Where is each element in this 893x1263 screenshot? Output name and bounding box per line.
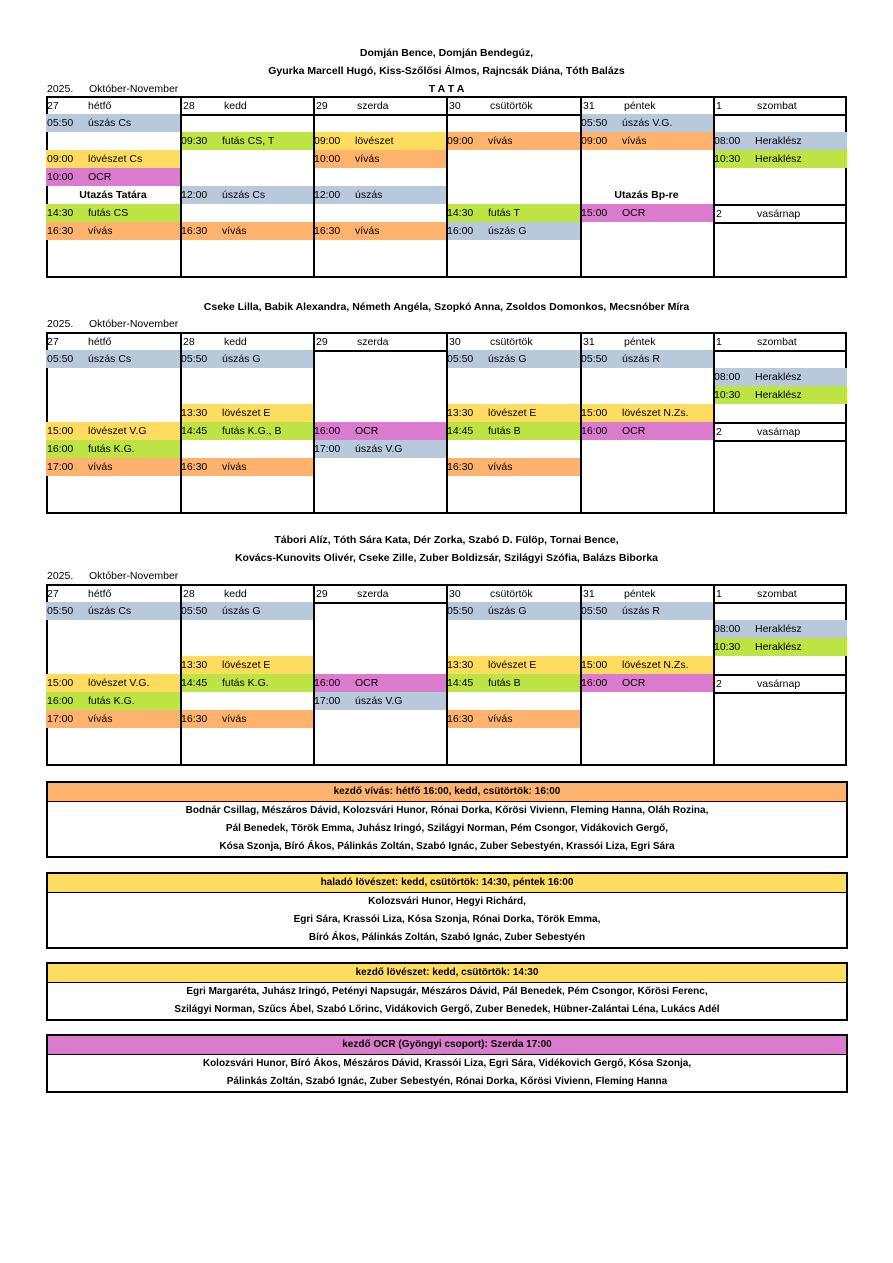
activity-entry[interactable]	[580, 350, 713, 368]
activity-entry[interactable]	[313, 150, 446, 168]
activity-time: 15:00	[581, 407, 608, 419]
activity-time: 16:30	[181, 713, 208, 725]
training-group-box	[46, 781, 848, 858]
activity-entry[interactable]	[46, 350, 180, 368]
activity-entry[interactable]	[446, 350, 580, 368]
participant-list-line: Bodnár Csillag, Mészáros Dávid, Kolozsvári Hunor, Rónai Dorka, Kőrösi Vivienn, Fleming Hanna, Oláh Rozina,	[185, 805, 709, 816]
activity-name: lövészet V.G.	[88, 677, 150, 689]
day-header	[182, 98, 315, 114]
activity-entry[interactable]	[446, 602, 580, 620]
activity-entry[interactable]	[313, 692, 446, 710]
day-name: hétfő	[88, 588, 112, 600]
activity-time: 05:50	[181, 605, 208, 617]
activity-name: úszás	[355, 189, 383, 201]
day-header	[582, 586, 715, 602]
activity-time: 10:00	[314, 153, 341, 165]
training-group-header: kezdő OCR (Gyöngyi csoport): Szerda 17:00	[48, 1036, 846, 1055]
activity-time: 09:00	[314, 135, 341, 147]
activity-time: 16:30	[47, 225, 74, 237]
activity-time: 15:00	[581, 207, 608, 219]
activity-time: 05:50	[447, 605, 474, 617]
day-header	[46, 586, 180, 602]
activity-entry[interactable]	[580, 132, 713, 150]
activity-time: 05:50	[47, 605, 74, 617]
column-divider	[180, 98, 182, 276]
training-group-header: kezdő vívás: hétfő 16:00, kedd, csütörtök: 16:00	[48, 783, 846, 802]
year-label: 2025.	[47, 318, 74, 330]
day-name: vasárnap	[757, 426, 801, 438]
activity-time: 10:30	[714, 641, 741, 653]
activity-time: 10:30	[714, 153, 741, 165]
activity-entry[interactable]	[46, 114, 180, 132]
day-number: 2	[716, 208, 722, 220]
activity-name: futás K.G.	[88, 695, 135, 707]
activity-time: 12:00	[314, 189, 341, 201]
activity-name: úszás Cs	[88, 117, 132, 129]
activity-name: lövészet E	[488, 407, 537, 419]
day-header	[448, 586, 582, 602]
year-label: 2025.	[47, 83, 74, 95]
activity-name: Heraklész	[755, 623, 802, 635]
activity-entry[interactable]	[580, 656, 713, 674]
activity-entry[interactable]	[580, 422, 713, 440]
activity-name: vívás	[488, 461, 513, 473]
participant-list-line: Egri Sára, Krassói Liza, Kósa Szonja, Rónai Dorka, Török Emma,	[293, 914, 601, 925]
activity-time: 16:00	[447, 225, 474, 237]
activity-entry[interactable]	[180, 422, 313, 440]
activity-time: 05:50	[181, 353, 208, 365]
activity-name: vívás	[622, 135, 647, 147]
column-divider	[713, 98, 715, 276]
activity-time: 05:50	[581, 353, 608, 365]
activity-entry[interactable]	[713, 638, 847, 656]
day-name: szerda	[357, 336, 389, 348]
activity-name: vívás	[88, 713, 113, 725]
activity-entry[interactable]	[180, 710, 313, 728]
day-header	[182, 334, 315, 350]
activity-entry[interactable]	[580, 404, 713, 422]
participant-list-line: Egri Margaréta, Juhász Iringó, Petényi Napsugár, Mészáros Dávid, Pál Benedek, Pém Csongor, Kőrösi Ferenc,	[186, 986, 708, 997]
column-divider	[580, 586, 582, 764]
activity-name: úszás G	[488, 225, 527, 237]
activity-entry[interactable]	[313, 186, 446, 204]
activity-entry[interactable]	[446, 674, 580, 692]
activity-time: 16:00	[47, 443, 74, 455]
activity-entry[interactable]	[180, 656, 313, 674]
column-divider	[313, 334, 315, 512]
participant-list-line: Pál Benedek, Török Emma, Juhász Iringó, Szilágyi Norman, Pém Csongor, Vidákovich Gergő,	[225, 823, 669, 834]
activity-entry[interactable]	[46, 674, 180, 692]
sunday-header	[715, 422, 847, 442]
participant-list-line: Kolozsvári Hunor, Bíró Ákos, Mészáros Dávid, Krassói Liza, Egri Sára, Vidékovich Gergő, Kósa Szonja,	[202, 1058, 692, 1069]
activity-name: Heraklész	[755, 641, 802, 653]
activity-time: 16:30	[181, 461, 208, 473]
activity-time: 12:00	[181, 189, 208, 201]
day-name: csütörtök	[490, 100, 533, 112]
day-name: vasárnap	[757, 678, 801, 690]
training-group-box	[46, 962, 848, 1021]
activity-time: 10:00	[47, 171, 74, 183]
activity-entry[interactable]	[46, 150, 180, 168]
travel-note	[580, 186, 713, 204]
activity-time: 17:00	[314, 695, 341, 707]
activity-time: 16:00	[581, 677, 608, 689]
activity-entry[interactable]	[580, 674, 713, 692]
activity-time: 14:45	[181, 677, 208, 689]
column-divider	[180, 334, 182, 512]
location-label: T A T A	[428, 83, 465, 95]
activity-name: futás B	[488, 677, 521, 689]
activity-name: Heraklész	[755, 389, 802, 401]
day-name: kedd	[224, 588, 247, 600]
sunday-header	[715, 204, 847, 224]
day-number: 29	[316, 336, 328, 348]
day-name: szerda	[357, 100, 389, 112]
day-header	[315, 586, 448, 602]
activity-name: vívás	[222, 225, 247, 237]
activity-name: futás CS, T	[222, 135, 275, 147]
day-name: péntek	[624, 336, 656, 348]
column-divider	[580, 334, 582, 512]
activity-name: vívás	[222, 713, 247, 725]
activity-name: úszás G	[222, 353, 261, 365]
participant-list-line: Pálinkás Zoltán, Szabó Ignác, Zuber Sebestyén, Rónai Dorka, Kőrösi Vivienn, Fleming Hanna	[226, 1076, 668, 1087]
activity-entry[interactable]	[180, 404, 313, 422]
day-number: 2	[716, 426, 722, 438]
activity-name: lövészet E	[222, 659, 271, 671]
day-number: 30	[449, 100, 461, 112]
activity-entry[interactable]	[580, 204, 713, 222]
activity-name: lövészet N.Zs.	[622, 659, 689, 671]
activity-time: 09:00	[447, 135, 474, 147]
day-number: 29	[316, 100, 328, 112]
activity-name: lövészet Cs	[88, 153, 143, 165]
day-name: szombat	[757, 336, 797, 348]
day-number: 1	[716, 336, 722, 348]
column-divider	[446, 98, 448, 276]
activity-time: 16:00	[47, 695, 74, 707]
activity-entry[interactable]	[446, 404, 580, 422]
day-number: 31	[583, 100, 595, 112]
month-label: Október-November	[89, 318, 179, 330]
activity-entry[interactable]	[180, 602, 313, 620]
day-name: kedd	[224, 336, 247, 348]
travel-note-text: Utazás Tatára	[79, 189, 147, 201]
travel-note-text: Utazás Bp-re	[614, 189, 679, 201]
activity-entry[interactable]	[446, 222, 580, 240]
group-members-title: Gyurka Marcell Hugó, Kiss-Szőlősi Álmos, Rajncsák Diána, Tóth Balázs	[268, 65, 625, 77]
activity-name: futás T	[488, 207, 520, 219]
sunday-header	[715, 674, 847, 694]
column-divider	[580, 98, 582, 276]
column-divider	[446, 334, 448, 512]
activity-time: 16:00	[314, 425, 341, 437]
day-name: csütörtök	[490, 336, 533, 348]
activity-entry[interactable]	[446, 710, 580, 728]
column-divider	[180, 586, 182, 764]
activity-time: 05:50	[581, 117, 608, 129]
activity-entry[interactable]	[46, 222, 180, 240]
activity-name: úszás R	[622, 605, 660, 617]
activity-entry[interactable]	[313, 422, 446, 440]
activity-time: 13:30	[181, 407, 208, 419]
day-header	[582, 334, 715, 350]
activity-entry[interactable]	[46, 422, 180, 440]
activity-entry[interactable]	[313, 222, 446, 240]
day-number: 30	[449, 588, 461, 600]
activity-entry[interactable]	[180, 222, 313, 240]
activity-entry[interactable]	[313, 440, 446, 458]
month-label: Október-November	[89, 83, 179, 95]
activity-entry[interactable]	[580, 114, 713, 132]
activity-time: 08:00	[714, 623, 741, 635]
activity-time: 09:30	[181, 135, 208, 147]
activity-name: futás B	[488, 425, 521, 437]
schedule-table	[46, 332, 847, 514]
day-name: péntek	[624, 100, 656, 112]
activity-time: 15:00	[47, 425, 74, 437]
activity-time: 05:50	[581, 605, 608, 617]
day-name: szombat	[757, 588, 797, 600]
year-label: 2025.	[47, 570, 74, 582]
training-group-header: kezdő lövészet: kedd, csütörtök: 14:30	[48, 964, 846, 983]
training-group-header: haladó lövészet: kedd, csütörtök: 14:30, péntek 16:00	[48, 874, 846, 893]
day-name: hétfő	[88, 100, 112, 112]
activity-name: OCR	[622, 207, 646, 219]
activity-time: 08:00	[714, 371, 741, 383]
activity-entry[interactable]	[46, 602, 180, 620]
activity-name: OCR	[355, 425, 379, 437]
activity-time: 16:30	[314, 225, 341, 237]
day-number: 30	[449, 336, 461, 348]
training-group-box	[46, 872, 848, 949]
activity-entry[interactable]	[46, 710, 180, 728]
activity-time: 16:30	[447, 461, 474, 473]
activity-name: OCR	[88, 171, 112, 183]
schedule-table	[46, 584, 847, 766]
column-divider	[446, 586, 448, 764]
day-header	[46, 98, 180, 114]
day-number: 2	[716, 678, 722, 690]
activity-entry[interactable]	[446, 422, 580, 440]
activity-entry[interactable]	[180, 674, 313, 692]
activity-time: 16:30	[181, 225, 208, 237]
activity-time: 17:00	[47, 713, 74, 725]
activity-name: vívás	[88, 225, 113, 237]
day-number: 27	[47, 588, 59, 600]
activity-time: 13:30	[447, 659, 474, 671]
activity-time: 05:50	[47, 353, 74, 365]
activity-entry[interactable]	[46, 692, 180, 710]
month-label: Október-November	[89, 570, 179, 582]
day-header	[582, 98, 715, 114]
activity-name: úszás V.G.	[622, 117, 673, 129]
activity-name: vívás	[488, 135, 513, 147]
group-members-title: Domján Bence, Domján Bendegúz,	[359, 47, 534, 59]
activity-entry[interactable]	[713, 386, 847, 404]
training-group-box	[46, 1034, 848, 1093]
activity-name: OCR	[355, 677, 379, 689]
activity-name: úszás Cs	[88, 605, 132, 617]
activity-time: 10:30	[714, 389, 741, 401]
activity-entry[interactable]	[313, 674, 446, 692]
activity-entry[interactable]	[46, 440, 180, 458]
activity-name: Heraklész	[755, 135, 802, 147]
activity-entry[interactable]	[180, 458, 313, 476]
activity-name: vívás	[355, 153, 380, 165]
activity-name: futás K.G.	[88, 443, 135, 455]
activity-time: 05:50	[47, 117, 74, 129]
activity-time: 09:00	[47, 153, 74, 165]
activity-name: vívás	[488, 713, 513, 725]
activity-entry[interactable]	[313, 132, 446, 150]
activity-name: Heraklész	[755, 153, 802, 165]
activity-name: futás K.G.	[222, 677, 269, 689]
activity-name: úszás Cs	[222, 189, 266, 201]
activity-entry[interactable]	[446, 132, 580, 150]
activity-entry[interactable]	[446, 656, 580, 674]
activity-entry[interactable]	[180, 132, 313, 150]
activity-entry[interactable]	[46, 168, 180, 186]
activity-time: 05:50	[447, 353, 474, 365]
activity-name: futás CS	[88, 207, 129, 219]
activity-time: 17:00	[314, 443, 341, 455]
activity-entry[interactable]	[580, 602, 713, 620]
activity-name: futás K.G., B	[222, 425, 282, 437]
activity-name: úszás V.G	[355, 695, 403, 707]
activity-name: úszás G	[222, 605, 261, 617]
activity-entry[interactable]	[446, 204, 580, 222]
day-number: 31	[583, 336, 595, 348]
activity-time: 08:00	[714, 135, 741, 147]
activity-time: 16:30	[447, 713, 474, 725]
column-divider	[313, 586, 315, 764]
day-number: 28	[183, 100, 195, 112]
participant-list-line: Kolozsvári Hunor, Hegyi Richárd,	[368, 896, 526, 907]
day-number: 28	[183, 588, 195, 600]
day-name: vasárnap	[757, 208, 801, 220]
day-number: 27	[47, 336, 59, 348]
group-members-title: Kovács-Kunovits Olivér, Cseke Zille, Zuber Boldizsár, Szilágyi Szófia, Balázs Biborka	[234, 552, 659, 564]
activity-time: 14:45	[181, 425, 208, 437]
schedule-table	[46, 96, 847, 278]
activity-name: lövészet V.G	[88, 425, 147, 437]
day-name: szombat	[757, 100, 797, 112]
activity-name: vívás	[88, 461, 113, 473]
day-header	[448, 98, 582, 114]
activity-name: úszás Cs	[88, 353, 132, 365]
day-header	[315, 98, 448, 114]
activity-entry[interactable]	[713, 132, 847, 150]
day-name: kedd	[224, 100, 247, 112]
day-name: péntek	[624, 588, 656, 600]
day-number: 29	[316, 588, 328, 600]
participant-list-line: Szilágyi Norman, Szűcs Ábel, Szabó Lőrinc, Vidákovich Gergő, Zuber Benedek, Hübner-Zalántai Léna, Lukács Adél	[174, 1004, 720, 1015]
activity-name: úszás V.G	[355, 443, 403, 455]
day-name: hétfő	[88, 336, 112, 348]
group-members-title: Tábori Alíz, Tóth Sára Kata, Dér Zorka, Szabó D. Fülöp, Tornai Bence,	[274, 534, 619, 546]
activity-name: vívás	[222, 461, 247, 473]
activity-time: 15:00	[581, 659, 608, 671]
travel-note	[46, 186, 180, 204]
day-header	[46, 334, 180, 350]
day-number: 1	[716, 100, 722, 112]
day-header	[315, 334, 448, 350]
activity-name: úszás G	[488, 353, 527, 365]
activity-time: 14:45	[447, 425, 474, 437]
activity-name: OCR	[622, 677, 646, 689]
activity-name: Heraklész	[755, 371, 802, 383]
activity-name: lövészet N.Zs.	[622, 407, 689, 419]
activity-time: 09:00	[581, 135, 608, 147]
activity-entry[interactable]	[713, 620, 847, 638]
day-number: 27	[47, 100, 59, 112]
activity-name: vívás	[355, 225, 380, 237]
activity-time: 15:00	[47, 677, 74, 689]
group-members-title: Cseke Lilla, Babik Alexandra, Németh Angéla, Szopkó Anna, Zsoldos Domonkos, Mecsnóber Míra	[203, 301, 690, 313]
day-header	[182, 586, 315, 602]
activity-entry[interactable]	[46, 204, 180, 222]
activity-time: 14:30	[447, 207, 474, 219]
day-header	[715, 586, 849, 602]
activity-entry[interactable]	[713, 368, 847, 386]
day-number: 31	[583, 588, 595, 600]
activity-name: lövészet E	[488, 659, 537, 671]
day-name: csütörtök	[490, 588, 533, 600]
activity-time: 13:30	[181, 659, 208, 671]
activity-time: 17:00	[47, 461, 74, 473]
activity-time: 16:00	[581, 425, 608, 437]
activity-name: úszás G	[488, 605, 527, 617]
activity-time: 14:30	[47, 207, 74, 219]
activity-name: OCR	[622, 425, 646, 437]
day-header	[715, 334, 849, 350]
activity-time: 14:45	[447, 677, 474, 689]
activity-entry[interactable]	[713, 150, 847, 168]
activity-entry[interactable]	[180, 350, 313, 368]
day-header	[448, 334, 582, 350]
day-number: 1	[716, 588, 722, 600]
activity-time: 13:30	[447, 407, 474, 419]
day-header	[715, 98, 849, 114]
activity-entry[interactable]	[446, 458, 580, 476]
activity-time: 16:00	[314, 677, 341, 689]
activity-name: lövészet	[355, 135, 394, 147]
participant-list-line: Kósa Szonja, Bíró Ákos, Pálinkás Zoltán, Szabó Ignác, Zuber Sebestyén, Krassói Liza, Egri Sára	[219, 841, 675, 852]
participant-list-line: Bíró Ákos, Pálinkás Zoltán, Szabó Ignác, Zuber Sebestyén	[308, 932, 586, 943]
activity-entry[interactable]	[46, 458, 180, 476]
activity-name: lövészet E	[222, 407, 271, 419]
column-divider	[313, 98, 315, 276]
activity-entry[interactable]	[180, 186, 313, 204]
day-name: szerda	[357, 588, 389, 600]
activity-name: úszás R	[622, 353, 660, 365]
day-number: 28	[183, 336, 195, 348]
